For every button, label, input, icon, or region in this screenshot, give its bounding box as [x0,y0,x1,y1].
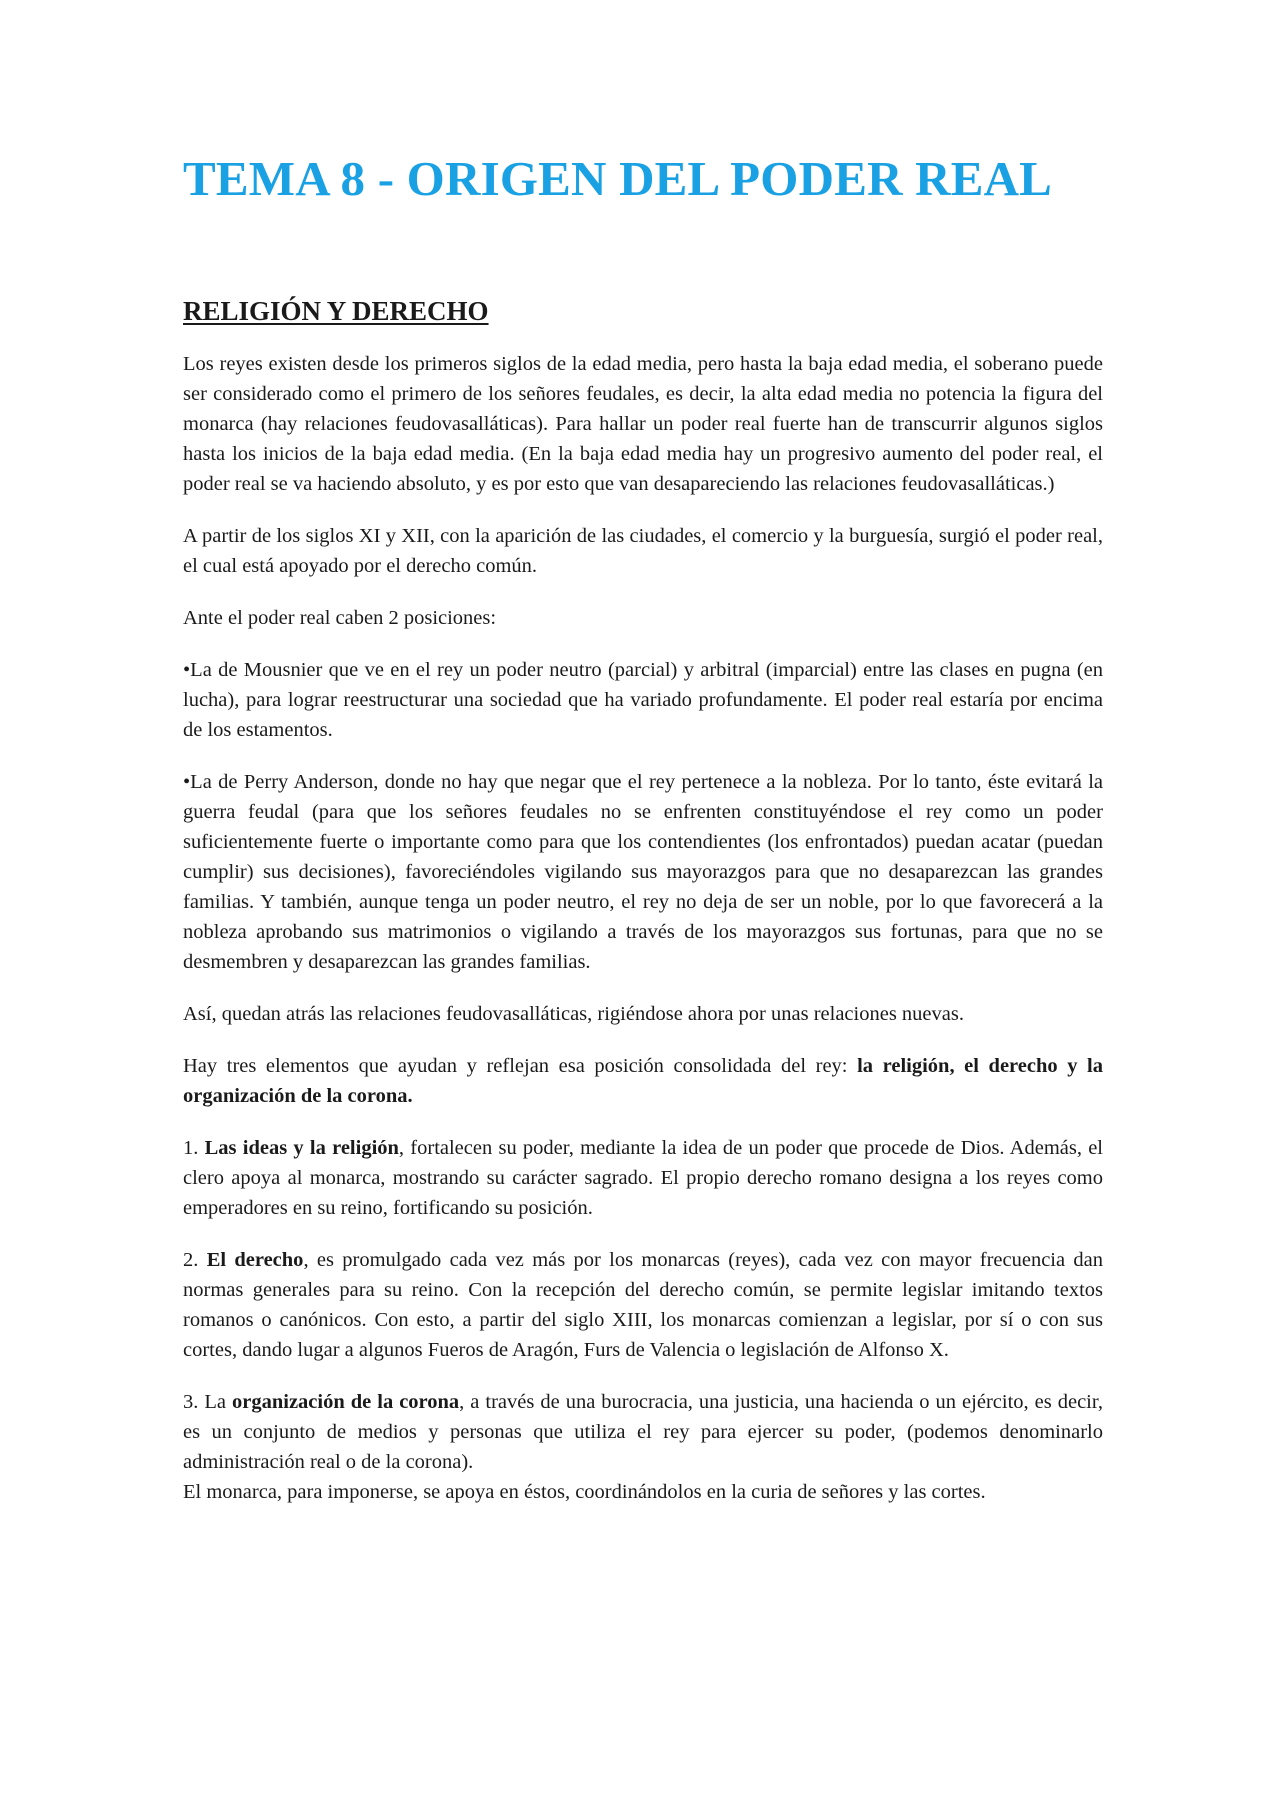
paragraph: Los reyes existen desde los primeros siglos de la edad media, pero hasta la baja edad media, el soberano puede ser considerado como el primero de los señores feudales, es decir, la alta edad media no potencia la figura del monarca (hay relaciones feudovasalláticas). Para hallar un poder real fuerte han de transcurrir algunos siglos hasta los inicios de la baja edad media. (En la baja edad media hay un progresivo aumento del poder real, el poder real se va haciendo absoluto, y es por esto que van desapareciendo las relaciones feudovasalláticas.) [183,353,1103,496]
bold-text: la religión, el derecho y la organización de la corona. [183,1055,1104,1108]
paragraph: Hay tres elementos que ayudan y reflejan esa posición consolidada del rey: la religión, el derecho y la organización de la corona. [183,1055,1104,1108]
bold-text: organización de la corona [232,1391,460,1414]
paragraph: Así, quedan atrás las relaciones feudovasalláticas, rigiéndose ahora por unas relaciones nuevas. [183,1003,964,1026]
bold-text: Las ideas y la religión [204,1137,399,1160]
paragraph: Ante el poder real caben 2 posiciones: [183,607,497,630]
paragraph: A partir de los siglos XI y XII, con la aparición de las ciudades, el comercio y la burguesía, surgió el poder real, el cual está apoyado por el derecho común. [183,525,1103,578]
numbered-paragraph: 1. Las ideas y la religión, fortalecen su poder, mediante la idea de un poder que procede de Dios. Además, el clero apoya al monarca, mostrando su carácter sagrado. El propio derecho romano designa a los reyes como emperadores en su reino, fortificando su posición. [183,1137,1104,1220]
document-title: TEMA 8 - ORIGEN DEL PODER REAL [183,151,1053,206]
paragraph-continuation: El monarca, para imponerse, se apoya en éstos, coordinándolos en la curia de señores y las cortes. [183,1481,986,1504]
document-body [183,349,1103,1507]
bold-text: El derecho [206,1249,304,1272]
numbered-paragraph: 2. El derecho, es promulgado cada vez más por los monarcas (reyes), cada vez con mayor frecuencia dan normas generales para su reino. Con la recepción del derecho común, se permite legislar imitando textos romanos o canónicos. Con esto, a partir del siglo XIII, los monarcas comienzan a legislar, por sí o con sus cortes, dando lugar a algunos Fueros de Aragón, Furs de Valencia o legislación de Alfonso X. [183,1249,1103,1362]
document-page [183,0,1103,1529]
paragraph: •La de Mousnier que ve en el rey un poder neutro (parcial) y arbitral (imparcial) entre las clases en pugna (en lucha), para lograr reestructurar una sociedad que ha variado profundamente. El poder real estaría por encima de los estamentos. [183,659,1103,742]
paragraph: •La de Perry Anderson, donde no hay que negar que el rey pertenece a la nobleza. Por lo tanto, éste evitará la guerra feudal (para que los señores feudales no se enfrenten constituyéndose el rey como un poder suficientemente fuerte o importante como para que los contendientes (los enfrontados) puedan acatar (puedan cumplir) sus decisiones), favoreciéndoles vigilando sus mayorazgos para que no desaparezcan las grandes familias. Y también, aunque tenga un poder neutro, el rey no deja de ser un noble, por lo que favorecerá a la nobleza aprobando sus matrimonios o vigilando a través de los mayorazgos sus fortunas, para que no se desmembren y desaparezcan las grandes familias. [183,771,1103,974]
section-heading: RELIGIÓN Y DERECHO [183,295,489,326]
numbered-paragraph: 3. La organización de la corona, a través de una burocracia, una justicia, una hacienda o un ejército, es decir, es un conjunto de medios y personas que utiliza el rey para ejercer su poder, (podemos denominarlo administración real o de la corona). El monarca, para imponerse, se apoya en éstos, coordinándolos en la curia de señores y las cortes. [183,1387,1103,1507]
